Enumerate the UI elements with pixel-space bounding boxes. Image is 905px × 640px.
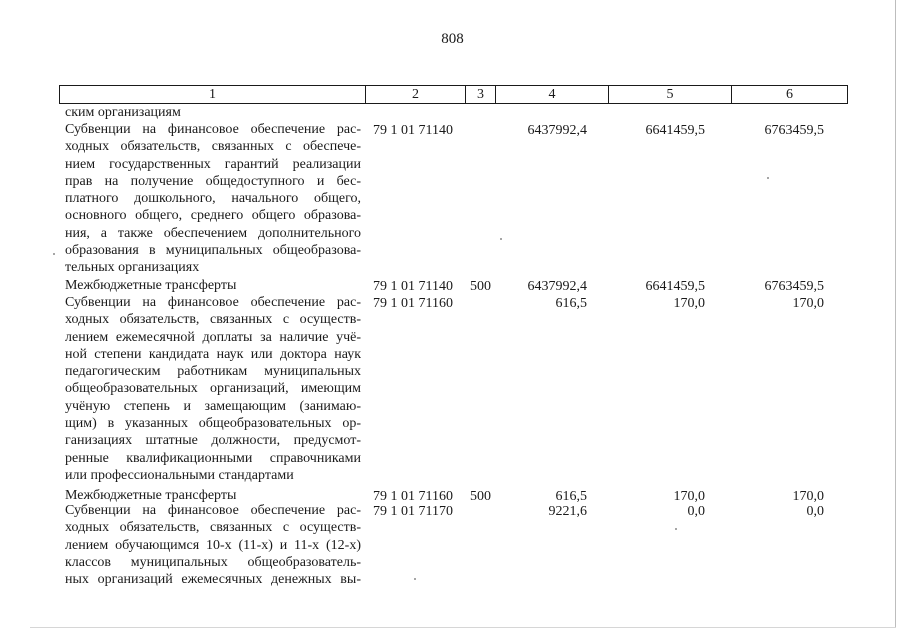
- value-col-6: 0,0: [806, 504, 824, 519]
- row-description: [65, 502, 361, 588]
- description-line: образования в муниципальных общеобразова-: [65, 243, 361, 259]
- value-col-6: 6763459,5: [764, 279, 824, 294]
- description-line: платного дошкольного, начального общего,: [65, 191, 361, 207]
- scan-speck: [767, 177, 769, 179]
- column-header-4: 4: [496, 86, 609, 103]
- description-line: ной степени кандидата наук или доктора наук: [65, 346, 361, 362]
- value-col-4: 616,5: [555, 489, 587, 504]
- value-col-4: 6437992,4: [527, 123, 587, 138]
- column-header-3: 3: [466, 86, 496, 103]
- description-line: общеобразовательных организаций, имеющим: [65, 381, 361, 397]
- scan-speck: [675, 528, 677, 530]
- value-col-4: 6437992,4: [527, 279, 587, 294]
- description-line: ния, а также обеспечением дополнительного: [65, 225, 361, 241]
- target-code: 79 1 01 71160: [373, 489, 453, 504]
- value-col-6: 170,0: [792, 296, 824, 311]
- value-col-4: 616,5: [555, 296, 587, 311]
- description-line: ренные квалификационными справочниками: [65, 450, 361, 466]
- continuation-line: ским организациям: [65, 105, 181, 120]
- value-col-5: 6641459,5: [645, 123, 705, 138]
- description-line: Субвенции на финансовое обеспечение рас-: [65, 503, 361, 518]
- value-col-4: 9221,6: [548, 504, 587, 519]
- description-line: ходных обязательств, связанных с осуществ-: [65, 520, 361, 536]
- target-code: 79 1 01 71140: [373, 279, 453, 294]
- description-line: Субвенции на финансовое обеспечение рас-: [65, 122, 361, 137]
- value-col-5: 170,0: [673, 489, 705, 504]
- scan-speck: [500, 238, 502, 240]
- description-line: лением обучающимся 10-х (11-х) и 11-х (12-х): [65, 537, 361, 553]
- scan-speck: [53, 253, 55, 255]
- column-header-2: 2: [366, 86, 466, 103]
- row-description: [65, 277, 361, 294]
- description-line: педагогическим работникам муниципальных: [65, 364, 361, 380]
- table-header-row: [59, 85, 848, 104]
- description-line: учёную степень и замещающим (занимаю-: [65, 398, 361, 414]
- description-line: ходных обязательств, связанных с осуществ-: [65, 312, 361, 328]
- description-line: Межбюджетные трансферты: [65, 488, 237, 503]
- value-col-6: 170,0: [792, 489, 824, 504]
- scan-speck: [414, 578, 416, 580]
- target-code: 79 1 01 71170: [373, 504, 453, 519]
- value-col-5: 6641459,5: [645, 279, 705, 294]
- column-header-6: 6: [786, 87, 793, 102]
- column-header-5: 5: [609, 86, 732, 103]
- description-line: ных организаций ежемесячных денежных вы-: [65, 572, 361, 588]
- column-header-1: 1: [60, 86, 366, 103]
- expense-type: 500: [470, 489, 491, 504]
- description-line: Межбюджетные трансферты: [65, 278, 237, 293]
- value-col-5: 0,0: [687, 504, 705, 519]
- row-description: [65, 294, 361, 484]
- page-edge-right: [895, 0, 896, 628]
- value-col-5: 170,0: [673, 296, 705, 311]
- description-line: основного общего, среднего общего образова-: [65, 208, 361, 224]
- description-line: нием государственных гарантий реализации: [65, 156, 361, 172]
- description-line: ганизациях штатные должности, предусмот-: [65, 433, 361, 449]
- description-line: щим) в указанных общеобразовательных ор-: [65, 416, 361, 432]
- description-line: или профессиональными стандартами: [65, 467, 294, 483]
- continuation-text: [65, 104, 361, 121]
- description-line: ходных обязательств, связанных с обеспече-: [65, 139, 361, 155]
- description-line: тельных организациях: [65, 260, 200, 276]
- value-col-6: 6763459,5: [764, 123, 824, 138]
- description-line: Субвенции на финансовое обеспечение рас-: [65, 295, 361, 310]
- page-number: 808: [441, 31, 464, 47]
- row-description: [65, 121, 361, 277]
- expense-type: 500: [470, 279, 491, 294]
- page-edge-bottom: [30, 627, 896, 628]
- description-line: лением ежемесячной доплаты за наличие учё-: [65, 329, 361, 345]
- description-line: классов муниципальных общеобразователь-: [65, 554, 361, 570]
- description-line: прав на получение общедоступного и бес-: [65, 173, 361, 189]
- target-code: 79 1 01 71160: [373, 296, 453, 311]
- target-code: 79 1 01 71140: [373, 123, 453, 138]
